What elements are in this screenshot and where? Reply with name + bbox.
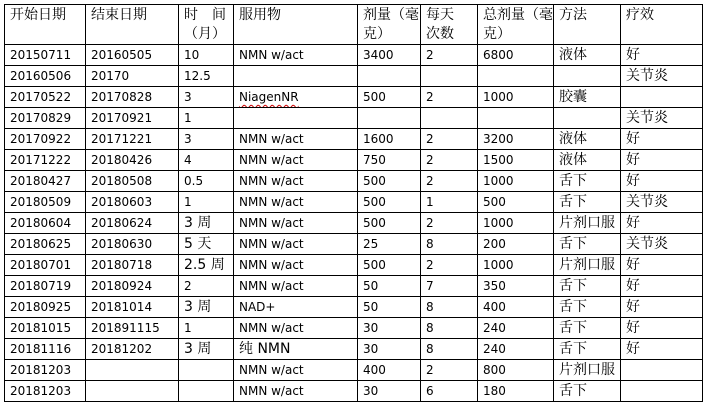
cell-end-date: 20170 — [86, 66, 179, 87]
cell-times-per-day: 8 — [421, 234, 478, 255]
cell-effect: 好 — [621, 213, 703, 234]
cell-duration: 1 — [179, 108, 234, 129]
header-label-line: 剂量（毫 — [363, 7, 419, 23]
cell-effect: 关节炎 — [621, 108, 703, 129]
cell-start-date: 20181116 — [5, 339, 86, 360]
cell-total-dose: 350 — [478, 276, 554, 297]
header-row — [5, 5, 703, 45]
cell-substance: NMN w/act — [234, 318, 358, 339]
table-row — [5, 297, 703, 318]
cell-end-date: 20160505 — [86, 45, 179, 66]
cell-effect: 好 — [621, 171, 703, 192]
table-row — [5, 276, 703, 297]
cell-total-dose: 1000 — [478, 87, 554, 108]
cell-total-dose — [478, 108, 554, 129]
cell-effect: 好 — [621, 276, 703, 297]
cell-total-dose: 1000 — [478, 255, 554, 276]
cell-start-date: 20180427 — [5, 171, 86, 192]
cell-times-per-day — [421, 66, 478, 87]
cell-dose: 500 — [358, 171, 421, 192]
cell-times-per-day: 6 — [421, 381, 478, 402]
cell-method: 片剂口服 — [554, 213, 621, 234]
cell-method — [554, 66, 621, 87]
table-header — [5, 5, 703, 45]
cell-method: 液体 — [554, 129, 621, 150]
cell-times-per-day: 2 — [421, 129, 478, 150]
cell-start-date: 20180509 — [5, 192, 86, 213]
cell-times-per-day: 2 — [421, 360, 478, 381]
cell-total-dose: 240 — [478, 318, 554, 339]
header-label-line: 每天 — [426, 7, 454, 23]
table-body — [5, 45, 703, 402]
cell-substance: NMN w/act — [234, 381, 358, 402]
cell-duration: 3 周 — [179, 297, 234, 318]
cell-duration: 2 — [179, 276, 234, 297]
cell-dose: 50 — [358, 297, 421, 318]
cell-dose: 400 — [358, 360, 421, 381]
cell-substance: 纯 NMN — [234, 339, 358, 360]
cell-duration: 5 天 — [179, 234, 234, 255]
cell-end-date: 20180508 — [86, 171, 179, 192]
cell-effect: 好 — [621, 318, 703, 339]
table-row — [5, 234, 703, 255]
cell-total-dose: 180 — [478, 381, 554, 402]
cell-dose: 500 — [358, 192, 421, 213]
cell-start-date: 20180719 — [5, 276, 86, 297]
cell-method: 舌下 — [554, 318, 621, 339]
cell-method: 液体 — [554, 45, 621, 66]
table-row — [5, 108, 703, 129]
col-times-per-day — [421, 5, 478, 45]
header-label-line: 克） — [363, 26, 391, 42]
cell-substance: NMN w/act — [234, 276, 358, 297]
cell-substance — [234, 66, 358, 87]
cell-substance: NAD+ — [234, 297, 358, 318]
cell-end-date — [86, 381, 179, 402]
cell-dose — [358, 66, 421, 87]
header-label-line: 疗效 — [626, 7, 654, 23]
cell-effect — [621, 381, 703, 402]
col-end-date — [86, 5, 179, 45]
cell-effect: 关节炎 — [621, 66, 703, 87]
cell-end-date: 20170921 — [86, 108, 179, 129]
cell-method: 舌下 — [554, 339, 621, 360]
header-label-line: 开始日期 — [10, 7, 66, 23]
cell-start-date: 20180604 — [5, 213, 86, 234]
cell-times-per-day: 2 — [421, 213, 478, 234]
header-label-line: 次数 — [426, 26, 454, 42]
header-label-line: （月） — [184, 26, 226, 42]
cell-end-date: 20181014 — [86, 297, 179, 318]
cell-start-date: 20171222 — [5, 150, 86, 171]
cell-start-date: 20181015 — [5, 318, 86, 339]
table-row — [5, 192, 703, 213]
header-label-line: 方法 — [559, 7, 587, 23]
cell-total-dose: 240 — [478, 339, 554, 360]
cell-method: 舌下 — [554, 381, 621, 402]
cell-duration — [179, 381, 234, 402]
col-total-dose-mg — [478, 5, 554, 45]
cell-method: 液体 — [554, 150, 621, 171]
table-row — [5, 381, 703, 402]
col-effect — [621, 5, 703, 45]
cell-effect: 好 — [621, 255, 703, 276]
cell-total-dose — [478, 66, 554, 87]
cell-effect: 好 — [621, 297, 703, 318]
cell-substance: NMN w/act — [234, 213, 358, 234]
cell-start-date: 20150711 — [5, 45, 86, 66]
cell-times-per-day: 2 — [421, 171, 478, 192]
table-row — [5, 66, 703, 87]
cell-total-dose: 1500 — [478, 150, 554, 171]
cell-effect: 好 — [621, 339, 703, 360]
table-row — [5, 87, 703, 108]
cell-substance: NMN w/act — [234, 171, 358, 192]
cell-effect: 关节炎 — [621, 234, 703, 255]
cell-end-date: 20171221 — [86, 129, 179, 150]
cell-times-per-day: 1 — [421, 192, 478, 213]
table-row — [5, 129, 703, 150]
cell-total-dose: 800 — [478, 360, 554, 381]
cell-start-date: 20170522 — [5, 87, 86, 108]
cell-dose: 500 — [358, 87, 421, 108]
col-duration-months — [179, 5, 234, 45]
cell-duration: 0.5 — [179, 171, 234, 192]
cell-effect: 好 — [621, 45, 703, 66]
cell-dose: 50 — [358, 276, 421, 297]
cell-duration — [179, 360, 234, 381]
cell-end-date: 20180924 — [86, 276, 179, 297]
cell-substance: NMN w/act — [234, 255, 358, 276]
header-label-line: 克） — [483, 26, 511, 42]
cell-start-date: 20181203 — [5, 360, 86, 381]
cell-end-date: 20181202 — [86, 339, 179, 360]
cell-effect: 关节炎 — [621, 192, 703, 213]
cell-times-per-day: 2 — [421, 255, 478, 276]
header-label-line: 总剂量（毫 — [483, 7, 553, 23]
table-row — [5, 339, 703, 360]
cell-dose: 30 — [358, 318, 421, 339]
cell-duration: 1 — [179, 318, 234, 339]
table-row — [5, 213, 703, 234]
cell-total-dose: 400 — [478, 297, 554, 318]
cell-total-dose: 500 — [478, 192, 554, 213]
cell-duration: 2.5 周 — [179, 255, 234, 276]
cell-total-dose: 200 — [478, 234, 554, 255]
cell-end-date: 201891115 — [86, 318, 179, 339]
cell-dose: 750 — [358, 150, 421, 171]
cell-times-per-day: 8 — [421, 318, 478, 339]
cell-method: 舌下 — [554, 276, 621, 297]
cell-method: 舌下 — [554, 234, 621, 255]
dosage-log-table — [4, 4, 703, 402]
cell-total-dose: 6800 — [478, 45, 554, 66]
cell-substance: NMN w/act — [234, 192, 358, 213]
cell-duration: 3 周 — [179, 339, 234, 360]
cell-method: 胶囊 — [554, 87, 621, 108]
cell-dose: 500 — [358, 255, 421, 276]
cell-end-date: 20180426 — [86, 150, 179, 171]
cell-method: 舌下 — [554, 171, 621, 192]
col-dose-mg — [358, 5, 421, 45]
cell-substance: NMN w/act — [234, 45, 358, 66]
cell-total-dose: 1000 — [478, 171, 554, 192]
cell-method: 片剂口服 — [554, 255, 621, 276]
cell-dose: 25 — [358, 234, 421, 255]
cell-method: 舌下 — [554, 297, 621, 318]
table-row — [5, 360, 703, 381]
cell-dose: 30 — [358, 339, 421, 360]
cell-times-per-day: 2 — [421, 87, 478, 108]
cell-dose: 3400 — [358, 45, 421, 66]
cell-start-date: 20170922 — [5, 129, 86, 150]
cell-effect: 好 — [621, 129, 703, 150]
table-row — [5, 318, 703, 339]
table-row — [5, 45, 703, 66]
cell-substance: NMN w/act — [234, 360, 358, 381]
cell-method: 舌下 — [554, 192, 621, 213]
cell-dose: 30 — [358, 381, 421, 402]
cell-dose: 1600 — [358, 129, 421, 150]
cell-effect — [621, 360, 703, 381]
cell-start-date: 20181203 — [5, 381, 86, 402]
table-row — [5, 150, 703, 171]
cell-substance: NMN w/act — [234, 150, 358, 171]
cell-method — [554, 108, 621, 129]
cell-duration: 3 — [179, 129, 234, 150]
cell-times-per-day — [421, 108, 478, 129]
col-method — [554, 5, 621, 45]
cell-duration: 12.5 — [179, 66, 234, 87]
cell-duration: 3 周 — [179, 213, 234, 234]
cell-end-date: 20180603 — [86, 192, 179, 213]
cell-end-date: 20180624 — [86, 213, 179, 234]
cell-duration: 3 — [179, 87, 234, 108]
cell-times-per-day: 2 — [421, 150, 478, 171]
cell-effect: 好 — [621, 150, 703, 171]
cell-duration: 10 — [179, 45, 234, 66]
cell-substance: NMN w/act — [234, 234, 358, 255]
header-label-line: 时 间 — [184, 7, 226, 23]
cell-times-per-day: 8 — [421, 339, 478, 360]
cell-duration: 1 — [179, 192, 234, 213]
cell-times-per-day: 7 — [421, 276, 478, 297]
cell-start-date: 20180925 — [5, 297, 86, 318]
cell-effect — [621, 87, 703, 108]
cell-start-date: 20180701 — [5, 255, 86, 276]
cell-substance — [234, 108, 358, 129]
cell-start-date: 20170829 — [5, 108, 86, 129]
cell-total-dose: 1000 — [478, 213, 554, 234]
cell-start-date: 20180625 — [5, 234, 86, 255]
cell-end-date — [86, 360, 179, 381]
cell-dose — [358, 108, 421, 129]
cell-times-per-day: 8 — [421, 297, 478, 318]
cell-duration: 4 — [179, 150, 234, 171]
cell-method: 片剂口服 — [554, 360, 621, 381]
cell-end-date: 20180630 — [86, 234, 179, 255]
col-start-date — [5, 5, 86, 45]
cell-times-per-day: 2 — [421, 45, 478, 66]
header-label-line: 服用物 — [239, 7, 281, 23]
cell-dose: 500 — [358, 213, 421, 234]
cell-total-dose: 3200 — [478, 129, 554, 150]
col-substance — [234, 5, 358, 45]
header-label-line: 结束日期 — [91, 7, 147, 23]
cell-substance: NiagenNR — [234, 87, 358, 108]
cell-end-date: 20180718 — [86, 255, 179, 276]
table-row — [5, 255, 703, 276]
cell-start-date: 20160506 — [5, 66, 86, 87]
table-row — [5, 171, 703, 192]
cell-substance: NMN w/act — [234, 129, 358, 150]
cell-end-date: 20170828 — [86, 87, 179, 108]
